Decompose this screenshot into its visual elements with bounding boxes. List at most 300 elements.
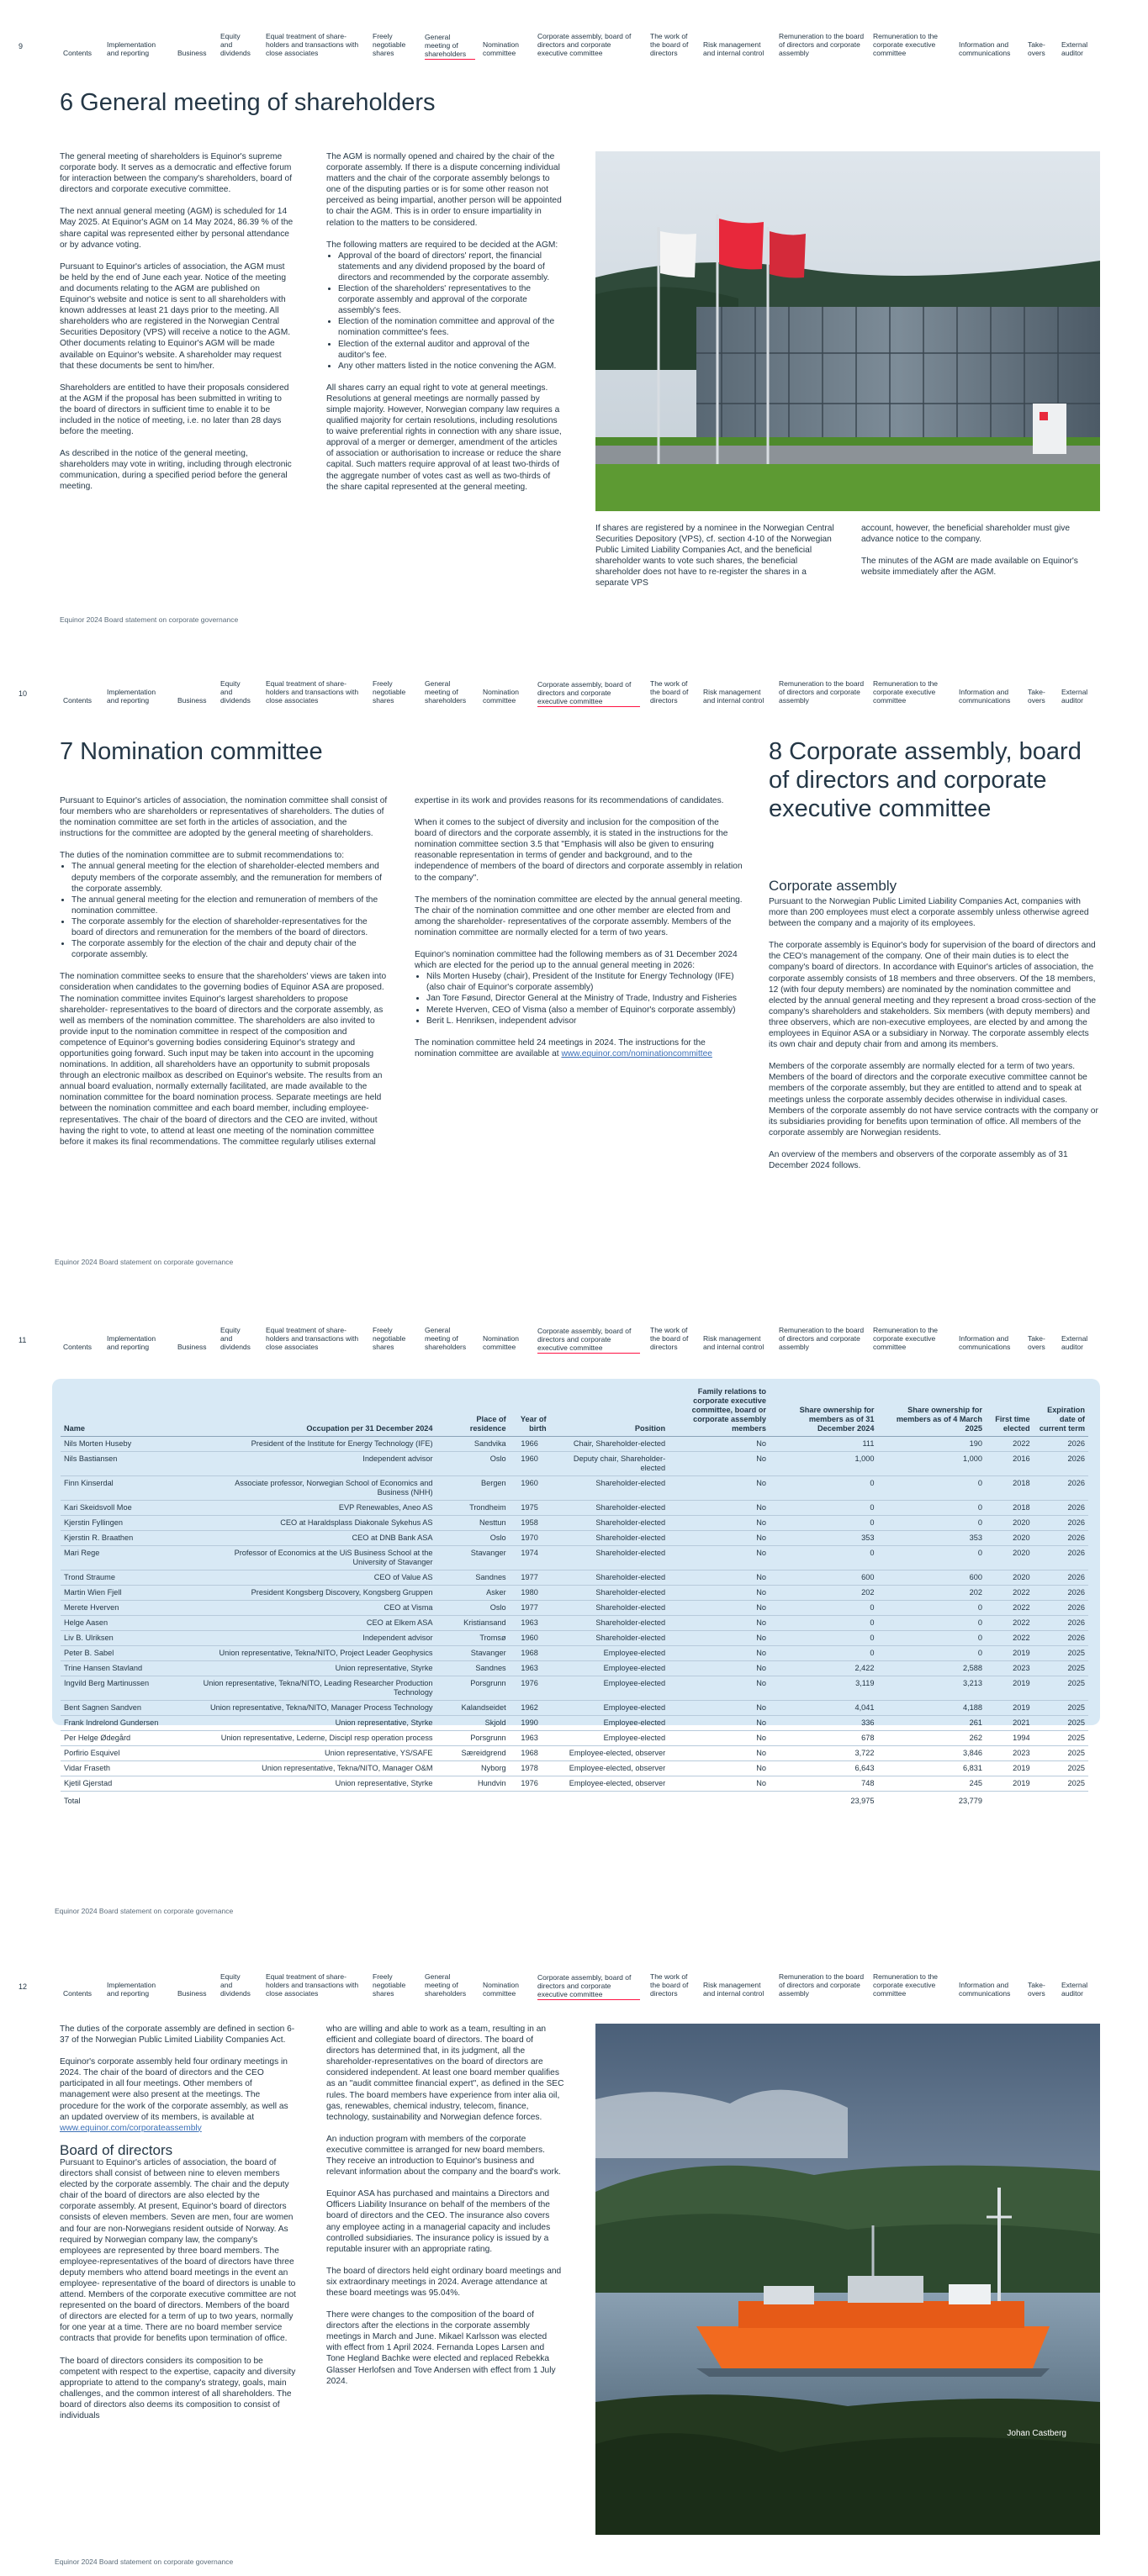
table-cell: 4,188 xyxy=(877,1701,986,1716)
table-cell: Union representative, Tekna/NITO, Manager Process Technology xyxy=(198,1701,436,1716)
table-cell: 353 xyxy=(877,1531,986,1546)
board-of-directors-heading: Board of directors xyxy=(60,2141,173,2158)
table-cell: Per Helge Ødegård xyxy=(61,1731,198,1746)
paragraph: Pursuant to the Norwegian Public Limited Liability Companies Act, companies with more than 200 employees must elect a corporate assembly unless otherwise agreed between the company and a majority of its employees. xyxy=(769,897,1089,929)
table-cell: 2,588 xyxy=(877,1661,986,1676)
list-item: • Election of the shareholders' representatives to the corporate assembly and approval of the corporate assembly's fees. xyxy=(338,283,562,316)
table-cell: No xyxy=(669,1646,770,1661)
nav-nomination[interactable]: Nomination committee xyxy=(483,688,519,705)
table-cell xyxy=(1034,1792,1088,1809)
page-10 xyxy=(0,671,1148,1276)
table-cell: No xyxy=(669,1661,770,1676)
table-cell: 2026 xyxy=(1034,1546,1088,1570)
table-cell: 6,831 xyxy=(877,1761,986,1776)
nav-implementation[interactable]: Implementation and reporting xyxy=(107,688,156,705)
column-header: Occupation per 31 December 2024 xyxy=(198,1387,436,1437)
table-row xyxy=(61,1570,1088,1586)
table-cell: Sandnes xyxy=(436,1570,510,1586)
page-number: 12 xyxy=(19,1982,28,1991)
nav-work-of-board[interactable]: The work of the board of directors xyxy=(650,679,689,705)
paragraph: The corporate assembly is Equinor's body for supervision of the board of directors and the CEO's management of the company. One of their main duties is to elect the company's board of directors. In accordance with Equinor's articles of association, the corporate assembly consists of 18 members and three observers. Of the 18 members, 12 (with four deputy members) are nominated by the nomination committee and elected by the annual general meeting and they represent a broad cross-section of the company's shareholders and stakeholders. Six members (with deputy members) and three observers, which are non-executive employees, are elected by and among the employees in Equinor ASA or a subsidiary in Norway. The corporate assembly elects its own chair and deputy chair from and among its members. xyxy=(769,941,1097,1050)
table-cell: 202 xyxy=(877,1586,986,1601)
list-item: • The corporate assembly for the election of shareholder-representatives for the board of directors and remuneration for the members of the board of directors. xyxy=(71,916,388,938)
section-7-title: 7 Nomination committee xyxy=(60,738,323,765)
table-cell: 2026 xyxy=(1034,1516,1088,1531)
table-cell: CEO of Value AS xyxy=(198,1570,436,1586)
table-cell: 1968 xyxy=(510,1646,550,1661)
table-cell: Bent Sagnen Sandven xyxy=(61,1701,198,1716)
table-cell: 336 xyxy=(770,1716,878,1731)
table-cell: 1975 xyxy=(510,1501,550,1516)
table-cell: 2020 xyxy=(986,1546,1034,1570)
nav-business[interactable]: Business xyxy=(177,49,207,57)
table-cell: 2025 xyxy=(1034,1761,1088,1776)
nav-freely-negotiable[interactable]: Freely negotiable shares xyxy=(373,679,406,705)
nav-remuneration-board[interactable]: Remuneration to the board of directors and corporate assembly xyxy=(779,1972,865,1998)
nav-risk-management[interactable]: Risk management and internal control xyxy=(703,688,764,705)
column-header: Expiration date of current term xyxy=(1034,1387,1088,1437)
nav-external-auditor[interactable]: External auditor xyxy=(1061,1334,1088,1351)
paragraph: The duties of the corporate assembly are defined in section 6-37 of the Norwegian Public Limited Liability Companies Act. xyxy=(60,2024,295,2045)
table-cell: 1977 xyxy=(510,1601,550,1616)
text-column-2 xyxy=(326,2024,564,2398)
nav-work-of-board[interactable]: The work of the board of directors xyxy=(650,32,689,57)
bullet-list xyxy=(71,861,388,960)
table-cell: 2019 xyxy=(986,1776,1034,1792)
table-cell: 2,422 xyxy=(770,1661,878,1676)
table-cell: 2026 xyxy=(1034,1531,1088,1546)
table-cell: Kjerstin Fyllingen xyxy=(61,1516,198,1531)
column-header: Year of birth xyxy=(510,1387,550,1437)
table-cell: Liv B. Ulriksen xyxy=(61,1631,198,1646)
table-cell: Deputy chair, Shareholder-elected xyxy=(550,1452,669,1476)
table-cell: Total xyxy=(61,1792,198,1809)
column-header: Name xyxy=(61,1387,198,1437)
table-cell: Asker xyxy=(436,1586,510,1601)
equinor-office-photo xyxy=(595,151,1100,511)
table-cell: 3,846 xyxy=(877,1746,986,1761)
table-cell: Helge Aasen xyxy=(61,1616,198,1631)
nav-work-of-board[interactable]: The work of the board of directors xyxy=(650,1326,689,1351)
nav-nomination[interactable]: Nomination committee xyxy=(483,1981,519,1998)
nav-work-of-board[interactable]: The work of the board of directors xyxy=(650,1972,689,1998)
nav-equal-treatment[interactable]: Equal treatment of share-holders and transactions with close associates xyxy=(266,1326,359,1351)
table-cell: Shareholder-elected xyxy=(550,1546,669,1570)
nav-corporate-assembly[interactable]: Corporate assembly, board of directors and corporate executive committee xyxy=(537,1973,640,2000)
nav-risk-management[interactable]: Risk management and internal control xyxy=(703,1981,764,1998)
page-12 xyxy=(0,1964,1148,2576)
table-cell: Stavanger xyxy=(436,1646,510,1661)
table-cell: 0 xyxy=(770,1546,878,1570)
page-number: 9 xyxy=(19,42,24,50)
list-item: • The annual general meeting for the election of shareholder-elected members and deputy members of the corporate assembly, and the remuneration for members of the corporate assembly. xyxy=(71,861,388,894)
list-item: • Approval of the board of directors' report, the financial statements and any dividend proposed by the board of directors and recommended by the corporate assembly. xyxy=(338,251,562,283)
text-column-2 xyxy=(326,151,562,504)
nav-freely-negotiable[interactable]: Freely negotiable shares xyxy=(373,1326,406,1351)
table-cell: 2026 xyxy=(1034,1631,1088,1646)
office-building-illustration xyxy=(595,151,1100,511)
nav-contents[interactable]: Contents xyxy=(63,49,93,57)
table-cell: Union representative, Tekna/NITO, Project Leader Geophysics xyxy=(198,1646,436,1661)
table-cell: Finn Kinserdal xyxy=(61,1476,198,1501)
text-column-1 xyxy=(60,795,388,1159)
table-cell: No xyxy=(669,1531,770,1546)
table-cell: Kjerstin R. Braathen xyxy=(61,1531,198,1546)
table-cell: Sandnes xyxy=(436,1661,510,1676)
table-row xyxy=(61,1476,1088,1501)
table-cell: No xyxy=(669,1501,770,1516)
table-cell: 1966 xyxy=(510,1437,550,1452)
nav-information[interactable]: Information and communications xyxy=(959,1981,1011,1998)
table-cell: 748 xyxy=(770,1776,878,1792)
table-cell: Skjold xyxy=(436,1716,510,1731)
nav-risk-management[interactable]: Risk management and internal control xyxy=(703,1334,764,1351)
table-cell: Særeidgrend xyxy=(436,1746,510,1761)
table-cell: No xyxy=(669,1570,770,1586)
paragraph: The members of the nomination committee are elected by the annual general meeting. The chair of the nomination committee and one other member are elected from and among the shareholder- representatives of the corporate assembly. Members of the nomination committee are normally elected for a term of two years. xyxy=(415,895,743,937)
table-cell: 2021 xyxy=(986,1716,1034,1731)
table-cell: 261 xyxy=(877,1716,986,1731)
table-cell: 0 xyxy=(877,1631,986,1646)
nav-nomination[interactable]: Nomination committee xyxy=(483,40,519,57)
corporate-assembly-heading: Corporate assembly xyxy=(769,878,897,894)
paragraph: The AGM is normally opened and chaired by the chair of the corporate assembly. If there is a dispute concerning individual matters and the chair of the corporate assembly belongs to one of the disputing parties or is for some other reason not perceived as being impartial, another person will be appointed to chair the AGM. This is in order to ensure impartiality in relation to the matters to be considered. xyxy=(326,152,562,228)
table-cell: 2022 xyxy=(986,1631,1034,1646)
table-cell: 0 xyxy=(877,1476,986,1501)
table-cell: 600 xyxy=(770,1570,878,1586)
nav-equity[interactable]: Equity and dividends xyxy=(220,679,251,705)
paragraph: who are willing and able to work as a team, resulting in an efficient and collegiate board of directors. The board of directors has determined that, in its judgment, all the shareholder-representatives on the board of directors are considered independent. At least one board member qualifies as an "audit committee financial expert", as defined in the SEC rules. The board members have experience from inter alia oil, gas, renewables, chemical industry, telecom, finance, technology, sustainability and Norwegian defence forces. xyxy=(326,2024,564,2122)
table-cell: Nils Morten Huseby xyxy=(61,1437,198,1452)
top-navigation xyxy=(19,24,1129,57)
table-row xyxy=(61,1701,1088,1716)
table-row xyxy=(61,1452,1088,1476)
nav-remuneration-executive[interactable]: Remuneration to the corporate executive committee xyxy=(873,679,939,705)
table-cell: 1960 xyxy=(510,1631,550,1646)
paragraph: expertise in its work and provides reasons for its recommendations of candidates. xyxy=(415,796,724,805)
nav-freely-negotiable[interactable]: Freely negotiable shares xyxy=(373,32,406,57)
table-cell: 111 xyxy=(770,1437,878,1452)
table-cell: Independent advisor xyxy=(198,1452,436,1476)
nav-business[interactable]: Business xyxy=(177,696,207,705)
table-cell: 353 xyxy=(770,1531,878,1546)
page-number: 10 xyxy=(19,689,28,698)
table-cell: No xyxy=(669,1437,770,1452)
list-item: • The annual general meeting for the election and remuneration of members of the nomination committee. xyxy=(71,895,388,916)
table-cell: Associate professor, Norwegian School of Economics and Business (NHH) xyxy=(198,1476,436,1501)
table-cell: 2019 xyxy=(986,1676,1034,1701)
paragraph: An induction program with members of the corporate executive committee is arranged for new board members. They receive an introduction to Equinor's business and relevant information about the company and the board's work. xyxy=(326,2134,561,2177)
paragraph: The general meeting of shareholders is Equinor's supreme corporate body. It serves as a democratic and effective forum for interaction between the company's shareholders, board of directors and corporate executive committee. xyxy=(60,152,293,195)
list-item: • Election of the nomination committee and approval of the nomination committee's fees. xyxy=(338,316,562,338)
table-cell: 0 xyxy=(770,1646,878,1661)
nav-remuneration-executive[interactable]: Remuneration to the corporate executive committee xyxy=(873,1972,939,1998)
table-cell: 202 xyxy=(770,1586,878,1601)
nav-implementation[interactable]: Implementation and reporting xyxy=(107,40,156,57)
paragraph: Members of the corporate assembly are normally elected for a term of two years. Members of the board of directors and the corporate executive committee cannot be members of the corporate assembly, but they are entitled to attend and to speak at meetings unless the corporate assembly decides otherwise in individual cases. Members of the corporate assembly do not have service contracts with the company or its subsidiaries providing for benefits upon termination of office. All members of the corporate assembly are Norwegian residents. xyxy=(769,1062,1098,1138)
table-cell: Shareholder-elected xyxy=(550,1631,669,1646)
table-cell: No xyxy=(669,1616,770,1631)
table-cell: Independent advisor xyxy=(198,1631,436,1646)
nav-nomination[interactable]: Nomination committee xyxy=(483,1334,519,1351)
table-row xyxy=(61,1546,1088,1570)
table-cell: Employee-elected, observer xyxy=(550,1761,669,1776)
table-cell: 1960 xyxy=(510,1452,550,1476)
list-item: • Jan Tore Føsund, Director General at the Ministry of Trade, Industry and Fisheries xyxy=(426,993,743,1004)
nav-external-auditor[interactable]: External auditor xyxy=(1061,40,1088,57)
table-cell: 2025 xyxy=(1034,1716,1088,1731)
nav-corporate-assembly[interactable]: Corporate assembly, board of directors and corporate executive committee xyxy=(537,680,640,707)
table-row xyxy=(61,1437,1088,1452)
table-cell: 2020 xyxy=(986,1531,1034,1546)
table-cell xyxy=(986,1792,1034,1809)
nav-information[interactable]: Information and communications xyxy=(959,1334,1011,1351)
table-cell xyxy=(198,1792,436,1809)
table-cell: Vidar Fraseth xyxy=(61,1761,198,1776)
text-column-4 xyxy=(861,523,1101,589)
photo-caption: Johan Castberg xyxy=(1007,2429,1066,2438)
table-cell: Employee-elected xyxy=(550,1731,669,1746)
table-cell: Trondheim xyxy=(436,1501,510,1516)
nav-equity[interactable]: Equity and dividends xyxy=(220,1326,251,1351)
table-row xyxy=(61,1761,1088,1776)
table-row xyxy=(61,1716,1088,1731)
table-cell: Shareholder-elected xyxy=(550,1586,669,1601)
table-body xyxy=(61,1437,1088,1809)
table-cell: CEO at Elkem ASA xyxy=(198,1616,436,1631)
list-item: • The corporate assembly for the election of the chair and deputy chair of the corporate assembly. xyxy=(71,938,388,960)
paragraph: The minutes of the AGM are made available on Equinor's website immediately after the AGM. xyxy=(861,557,1078,578)
table-cell: 0 xyxy=(770,1601,878,1616)
table-cell: Bergen xyxy=(436,1476,510,1501)
page-footer: Equinor 2024 Board statement on corporate governance xyxy=(55,2558,234,2566)
nav-remuneration-executive[interactable]: Remuneration to the corporate executive committee xyxy=(873,1326,939,1351)
table-cell: 1977 xyxy=(510,1570,550,1586)
nav-information[interactable]: Information and communications xyxy=(959,40,1011,57)
table-cell: 1994 xyxy=(986,1731,1034,1746)
page-title: 6 General meeting of shareholders xyxy=(60,89,436,116)
nav-corporate-assembly[interactable]: Corporate assembly, board of directors and corporate executive committee xyxy=(537,1327,640,1354)
page-11 xyxy=(0,1317,1148,1352)
table-cell: No xyxy=(669,1631,770,1646)
nav-equal-treatment[interactable]: Equal treatment of share-holders and transactions with close associates xyxy=(266,1972,359,1998)
table-cell: Oslo xyxy=(436,1601,510,1616)
table-cell: CEO at Haraldsplass Diakonale Sykehus AS xyxy=(198,1516,436,1531)
table-cell: 2025 xyxy=(1034,1646,1088,1661)
table-cell: Employee-elected xyxy=(550,1646,669,1661)
paragraph: There were changes to the composition of the board of directors after the elections in the corporate assembly meetings in March and June. Mikael Karlsson was elected with effect from 1 April 2024. Fernanda Lopes Larsen and Tone Hegland Bachke were elected and replaced Rebekka Glasser Herlofsen and Tove Andersen with effect from 1 July 2024. xyxy=(326,2310,556,2386)
table-cell: 2018 xyxy=(986,1501,1034,1516)
nav-contents[interactable]: Contents xyxy=(63,1989,93,1998)
paragraph xyxy=(60,2056,298,2134)
table-cell: President of the Institute for Energy Technology (IFE) xyxy=(198,1437,436,1452)
list-item: • Election of the external auditor and approval of the auditor's fee. xyxy=(338,339,562,361)
paragraph: The next annual general meeting (AGM) is scheduled for 14 May 2025. At Equinor's AGM on 14 May 2024, 86.39 % of the share capital was represented either by personal attendance or by advance voting. xyxy=(60,207,294,250)
table-cell xyxy=(436,1792,510,1809)
nav-business[interactable]: Business xyxy=(177,1989,207,1998)
nav-freely-negotiable[interactable]: Freely negotiable shares xyxy=(373,1972,406,1998)
table-cell: Shareholder-elected xyxy=(550,1616,669,1631)
table-cell: Employee-elected xyxy=(550,1701,669,1716)
table-cell: Oslo xyxy=(436,1452,510,1476)
paragraph xyxy=(415,1037,743,1059)
table-cell: Employee-elected, observer xyxy=(550,1776,669,1792)
table-cell: Stavanger xyxy=(436,1546,510,1570)
table-row xyxy=(61,1661,1088,1676)
nav-business[interactable]: Business xyxy=(177,1343,207,1351)
nav-information[interactable]: Information and communications xyxy=(959,688,1011,705)
fpso-vessel-illustration xyxy=(595,2024,1100,2535)
table-cell: 1960 xyxy=(510,1476,550,1501)
table-cell: No xyxy=(669,1546,770,1570)
nav-contents[interactable]: Contents xyxy=(63,696,93,705)
table-cell xyxy=(510,1792,550,1809)
table-cell: No xyxy=(669,1676,770,1701)
table-cell: 2020 xyxy=(986,1570,1034,1586)
nav-takeovers[interactable]: Take-overs xyxy=(1028,1981,1045,1998)
nav-corporate-assembly[interactable]: Corporate assembly, board of directors and corporate executive committee xyxy=(537,32,632,57)
page-footer: Equinor 2024 Board statement on corporate governance xyxy=(60,615,239,624)
table-cell: Trine Hansen Stavland xyxy=(61,1661,198,1676)
table-cell: 2022 xyxy=(986,1437,1034,1452)
paragraph: Pursuant to Equinor's articles of association, the board of directors shall consist of between nine to eleven members elected by the corporate assembly. The chair and the deputy chair of the board of directors are also elected by the corporate assembly. At present, Equinor's board of directors consists of eleven members. Seven are men, four are women and four are non-Norwegians resident outside of Norway. As required by Norwegian company law, the company's employees are represented by three board members. The employee-representatives of the board of directors have three deputy members who attend board meetings in the event an employee- representative of the board of directors is unable to attend. Members of the corporate executive committee are not represented on the board of directors. Members of the board of directors are elected for a term of up to two years, normally for one year at a time. There are no board member service contracts that provide for benefits upon termination of office. xyxy=(60,2157,296,2344)
table-total-row xyxy=(61,1792,1088,1809)
table-cell: Ingvild Berg Martinussen xyxy=(61,1676,198,1701)
table-cell: 2020 xyxy=(986,1516,1034,1531)
table-cell: 0 xyxy=(770,1631,878,1646)
nav-remuneration-board[interactable]: Remuneration to the board of directors and corporate assembly xyxy=(779,32,865,57)
table-cell: 2018 xyxy=(986,1476,1034,1501)
paragraph: Pursuant to Equinor's articles of association, the nomination committee shall consist of four members who are shareholders or representatives of shareholders. The duties of the nomination committee are set forth in the articles of association, and the instructions for the committee are adopted by the general meeting of shareholders. xyxy=(60,796,388,839)
table-cell: 2023 xyxy=(986,1746,1034,1761)
table-cell: Kari Skeidsvoll Moe xyxy=(61,1501,198,1516)
paragraph: The board of directors held eight ordinary board meetings and six extraordinary meetings in 2024. Average attendance at these board meetings was 95.04%. xyxy=(326,2266,562,2298)
table-cell: 0 xyxy=(877,1601,986,1616)
nomination-committee-link[interactable]: www.equinor.com/nominationcommittee xyxy=(561,1048,712,1058)
table-cell: 245 xyxy=(877,1776,986,1792)
list-item: • Merete Hverven, CEO of Visma (also a member of Equinor's corporate assembly) xyxy=(426,1005,743,1016)
paragraph: Shareholders are entitled to have their proposals considered at the AGM if the proposal has been submitted in writing to the board of directors in sufficient time to enable it to be included in the notice of meeting, i.e. no later than 28 days before the meeting. xyxy=(60,383,289,437)
nav-general-meeting[interactable]: General meeting of shareholders xyxy=(425,1972,467,1998)
table-cell: 0 xyxy=(877,1616,986,1631)
table-cell: 1970 xyxy=(510,1531,550,1546)
table-cell: 2019 xyxy=(986,1701,1034,1716)
nav-remuneration-executive[interactable]: Remuneration to the corporate executive committee xyxy=(873,32,939,57)
nav-equal-treatment[interactable]: Equal treatment of share-holders and transactions with close associates xyxy=(266,679,359,705)
table-cell: Employee-elected, observer xyxy=(550,1746,669,1761)
table-cell: 2025 xyxy=(1034,1676,1088,1701)
table-cell: Union representative, Tekna/NITO, Leading Researcher Production Technology xyxy=(198,1676,436,1701)
table-cell: 3,119 xyxy=(770,1676,878,1701)
table-cell: 2026 xyxy=(1034,1476,1088,1501)
nav-implementation[interactable]: Implementation and reporting xyxy=(107,1981,156,1998)
table-cell: Hundvin xyxy=(436,1776,510,1792)
table-cell: President Kongsberg Discovery, Kongsberg Gruppen xyxy=(198,1586,436,1601)
table-cell: No xyxy=(669,1586,770,1601)
nav-implementation[interactable]: Implementation and reporting xyxy=(107,1334,156,1351)
paragraph: When it comes to the subject of diversity and inclusion for the composition of the board of directors and the corporate assembly, it is stated in the instructions for the nomination committee section 3.5 that "Emphasis will also be given to ensuring reasonable representation in terms of gender and background, and to the independence of members of the board of directors and corporate assembly in relation to the company". xyxy=(415,818,743,883)
table-cell: 2026 xyxy=(1034,1437,1088,1452)
table-cell: 2022 xyxy=(986,1601,1034,1616)
table-cell: No xyxy=(669,1761,770,1776)
corporate-assembly-link[interactable]: www.equinor.com/corporateassembly xyxy=(60,2123,202,2133)
table-cell: 1,000 xyxy=(877,1452,986,1476)
nav-takeovers[interactable]: Take-overs xyxy=(1028,1334,1045,1351)
table-cell: 2026 xyxy=(1034,1601,1088,1616)
table-cell: Trond Straume xyxy=(61,1570,198,1586)
table-cell: Oslo xyxy=(436,1531,510,1546)
table-cell: 2022 xyxy=(986,1616,1034,1631)
table-cell: Shareholder-elected xyxy=(550,1601,669,1616)
text-column-3 xyxy=(769,896,1098,1182)
text-column-1 xyxy=(60,151,295,504)
table-cell: 2025 xyxy=(1034,1731,1088,1746)
table-cell: No xyxy=(669,1731,770,1746)
table-cell: 1980 xyxy=(510,1586,550,1601)
nav-contents[interactable]: Contents xyxy=(63,1343,93,1351)
nav-remuneration-board[interactable]: Remuneration to the board of directors and corporate assembly xyxy=(779,679,865,705)
table-cell: No xyxy=(669,1746,770,1761)
table-cell: 0 xyxy=(770,1516,878,1531)
nav-takeovers[interactable]: Take-overs xyxy=(1028,40,1045,57)
nav-external-auditor[interactable]: External auditor xyxy=(1061,1981,1088,1998)
table-row xyxy=(61,1601,1088,1616)
nav-takeovers[interactable]: Take-overs xyxy=(1028,688,1045,705)
table-cell: 0 xyxy=(770,1616,878,1631)
table-row xyxy=(61,1631,1088,1646)
table-cell: Shareholder-elected xyxy=(550,1476,669,1501)
table-cell: 2025 xyxy=(1034,1661,1088,1676)
nav-equity[interactable]: Equity and dividends xyxy=(220,1972,251,1998)
list-item: • Any other matters listed in the notice convening the AGM. xyxy=(338,361,562,372)
table-cell: 23,975 xyxy=(770,1792,878,1809)
table-cell: 0 xyxy=(877,1646,986,1661)
table-cell: Nyborg xyxy=(436,1761,510,1776)
page-footer: Equinor 2024 Board statement on corporate governance xyxy=(55,1907,234,1915)
table-cell: No xyxy=(669,1716,770,1731)
table-cell: 1968 xyxy=(510,1746,550,1761)
table-cell: 1974 xyxy=(510,1546,550,1570)
table-cell: 0 xyxy=(877,1516,986,1531)
table-cell: No xyxy=(669,1701,770,1716)
table-cell: 0 xyxy=(770,1476,878,1501)
table-row xyxy=(61,1531,1088,1546)
table-cell: Union representative, Tekna/NITO, Manager O&M xyxy=(198,1761,436,1776)
table-cell: 0 xyxy=(770,1501,878,1516)
nav-external-auditor[interactable]: External auditor xyxy=(1061,688,1088,705)
table-cell: 6,643 xyxy=(770,1761,878,1776)
column-header: Share ownership for members as of 31 December 2024 xyxy=(770,1387,878,1437)
table-row xyxy=(61,1616,1088,1631)
text-column-2 xyxy=(415,795,743,1070)
table-row xyxy=(61,1586,1088,1601)
column-header: Family relations to corporate executive committee, board or corporate assembly members xyxy=(669,1387,770,1437)
table-cell: Nils Bastiansen xyxy=(61,1452,198,1476)
nav-risk-management[interactable]: Risk management and internal control xyxy=(703,40,764,57)
list-item: • Berit L. Henriksen, independent advisor xyxy=(426,1016,743,1027)
nav-general-meeting[interactable]: General meeting of shareholders xyxy=(425,1326,467,1351)
nav-general-meeting[interactable]: General meeting of shareholders xyxy=(425,679,467,705)
table-cell: Professor of Economics at the UiS Business School at the University of Stavanger xyxy=(198,1546,436,1570)
nav-equal-treatment[interactable]: Equal treatment of share-holders and transactions with close associates xyxy=(266,32,359,57)
table-cell: 2026 xyxy=(1034,1616,1088,1631)
table-cell: Shareholder-elected xyxy=(550,1516,669,1531)
paragraph: Pursuant to Equinor's articles of association, the AGM must be held by the end of June each year. Notice of the meeting and documents relating to the AGM are published on Equinor's website and notice is sent to all shareholders with known addresses at least 21 days prior to the meeting. All shareholders who are registered in the Norwegian Central Securities Depository (VPS) will receive a notice to the AGM. Other documents relating to Equinor's AGM will be made available on Equinor's website. A shareholder may request that these documents be sent to him/her. xyxy=(60,261,291,371)
nav-remuneration-board[interactable]: Remuneration to the board of directors and corporate assembly xyxy=(779,1326,865,1351)
nav-general-meeting[interactable]: General meeting of shareholders xyxy=(425,33,475,60)
nav-equity[interactable]: Equity and dividends xyxy=(220,32,251,57)
paragraph: account, however, the beneficial shareholder must give advance notice to the company. xyxy=(861,524,1071,545)
